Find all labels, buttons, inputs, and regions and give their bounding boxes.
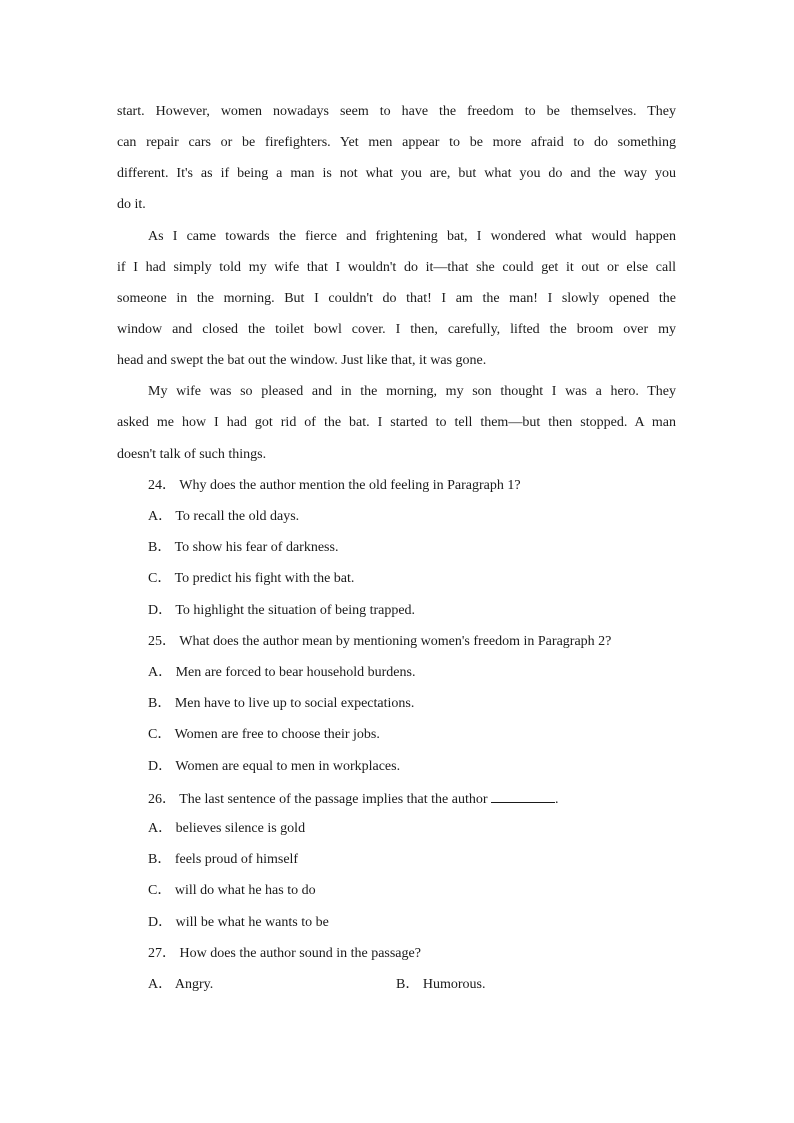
passage-line: someone in the morning. But I couldn't do that! I am the man! I slowly opened the bbox=[117, 291, 676, 306]
question-26-option-d: D． will be what he wants to be bbox=[148, 915, 329, 930]
question-24-option-d: D． To highlight the situation of being trapped. bbox=[148, 603, 416, 618]
passage-line: window and closed the toilet bowl cover. I then, carefully, lifted the broom over my bbox=[117, 322, 676, 337]
question-27-stem: 27． How does the author sound in the passage? bbox=[148, 946, 421, 961]
passage-line: can repair cars or be firefighters. Yet men appear to be more afraid to do something bbox=[117, 135, 676, 150]
passage-line: As I came towards the fierce and frightening bat, I wondered what would happen bbox=[148, 229, 676, 244]
passage-line: if I had simply told my wife that I wouldn't do it—that she could get it out or else call bbox=[117, 260, 676, 275]
question-24-stem: 24． Why does the author mention the old feeling in Paragraph 1? bbox=[148, 478, 521, 493]
question-24-option-c: C． To predict his fight with the bat. bbox=[148, 571, 355, 586]
question-25-stem: 25． What does the author mean by mentioning women's freedom in Paragraph 2? bbox=[148, 634, 612, 649]
passage-line: asked me how I had got rid of the bat. I started to tell them—but then stopped. A man bbox=[117, 415, 676, 430]
question-25-option-b: B． Men have to live up to social expectations. bbox=[148, 696, 415, 711]
question-25-option-a: A． Men are forced to bear household burdens. bbox=[148, 665, 416, 680]
question-26-stem: 26． The last sentence of the passage implies that the author bbox=[148, 792, 488, 807]
question-25-option-d: D． Women are equal to men in workplaces. bbox=[148, 759, 401, 774]
answer-blank bbox=[491, 789, 555, 803]
question-25-option-c: C． Women are free to choose their jobs. bbox=[148, 727, 380, 742]
question-26-option-b: B． feels proud of himself bbox=[148, 852, 299, 867]
question-26-stem-end: . bbox=[555, 792, 559, 807]
passage-line: My wife was so pleased and in the morning, my son thought I was a hero. They bbox=[148, 384, 676, 399]
passage-line: start. However, women nowadays seem to have the freedom to be themselves. They bbox=[117, 104, 676, 119]
question-26-stem-line bbox=[148, 789, 676, 809]
passage-line: doesn't talk of such things. bbox=[117, 447, 267, 462]
question-26-option-c: C． will do what he has to do bbox=[148, 883, 316, 898]
question-24-option-a: A． To recall the old days. bbox=[148, 509, 300, 524]
passage-line: do it. bbox=[117, 197, 146, 212]
passage-line: different. It's as if being a man is not what you are, but what you do and the way you bbox=[117, 166, 676, 181]
question-24-option-b: B． To show his fear of darkness. bbox=[148, 540, 339, 555]
question-26-option-a: A． believes silence is gold bbox=[148, 821, 306, 836]
question-27-option-b: B． Humorous. bbox=[396, 977, 486, 992]
passage-line: head and swept the bat out the window. Just like that, it was gone. bbox=[117, 353, 487, 368]
question-27-option-a: A． Angry. bbox=[148, 977, 214, 992]
